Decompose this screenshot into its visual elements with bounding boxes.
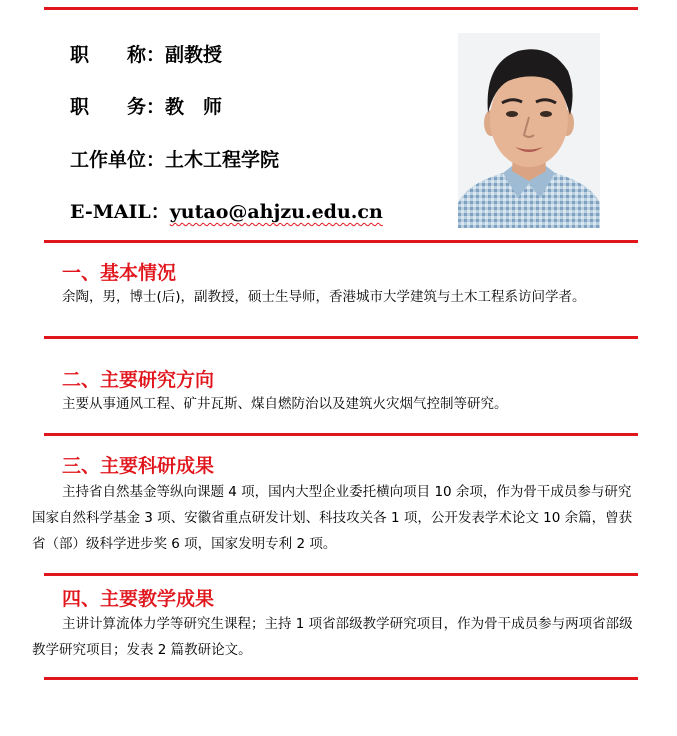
section-research-results-title: 三、主要科研成果	[62, 455, 215, 477]
section-teaching-results-title: 四、主要教学成果	[62, 588, 215, 610]
divider-profile	[44, 240, 638, 243]
section-research-direction-text: 主要从事通风工程、矿井瓦斯、煤自燃防治以及建筑火灾烟气控制等研究。	[62, 396, 508, 412]
section-research-results-text: 主持省自然基金等纵向课题 4 项，国内大型企业委托横向项目 10 余项，作为骨干成员参与研究国家自然科学基金 3 项、安徽省重点研发计划、科技攻关各 1 项，公开发表学术论文 10 余篇，曾获省（部）级科学进步奖 6 项，国家发明专利 2 项。	[32, 484, 633, 552]
divider-top	[44, 7, 638, 10]
position-row	[70, 92, 222, 119]
email-row	[70, 197, 383, 224]
title-row	[70, 40, 222, 67]
divider-section-1	[44, 336, 638, 339]
unit-label: 工作单位：	[70, 149, 166, 171]
divider-bottom	[44, 677, 638, 680]
title-value: 副教授	[165, 44, 223, 66]
position-value: 教 师	[165, 96, 223, 118]
portrait-photo	[458, 33, 600, 228]
section-basic-title: 一、基本情况	[62, 262, 177, 284]
divider-section-3	[44, 573, 638, 576]
unit-row	[70, 145, 279, 172]
divider-section-2	[44, 433, 638, 436]
title-label: 职 称：	[70, 44, 166, 66]
unit-value: 土木工程学院	[165, 149, 280, 171]
section-research-direction-title: 二、主要研究方向	[62, 369, 215, 391]
section-basic-text: 余陶，男，博士(后)，副教授，硕士生导师，香港城市大学建筑与土木工程系访问学者。	[62, 289, 586, 305]
section-teaching-results-text: 主讲计算流体力学等研究生课程；主持 1 项省部级教学研究项目，作为骨干成员参与两项省部级教学研究项目；发表 2 篇教研论文。	[32, 616, 633, 658]
email-value[interactable]: yutao@ahjzu.edu.cn	[169, 201, 383, 223]
position-label: 职 务：	[70, 96, 166, 118]
email-label: E-MAIL：	[70, 201, 170, 223]
